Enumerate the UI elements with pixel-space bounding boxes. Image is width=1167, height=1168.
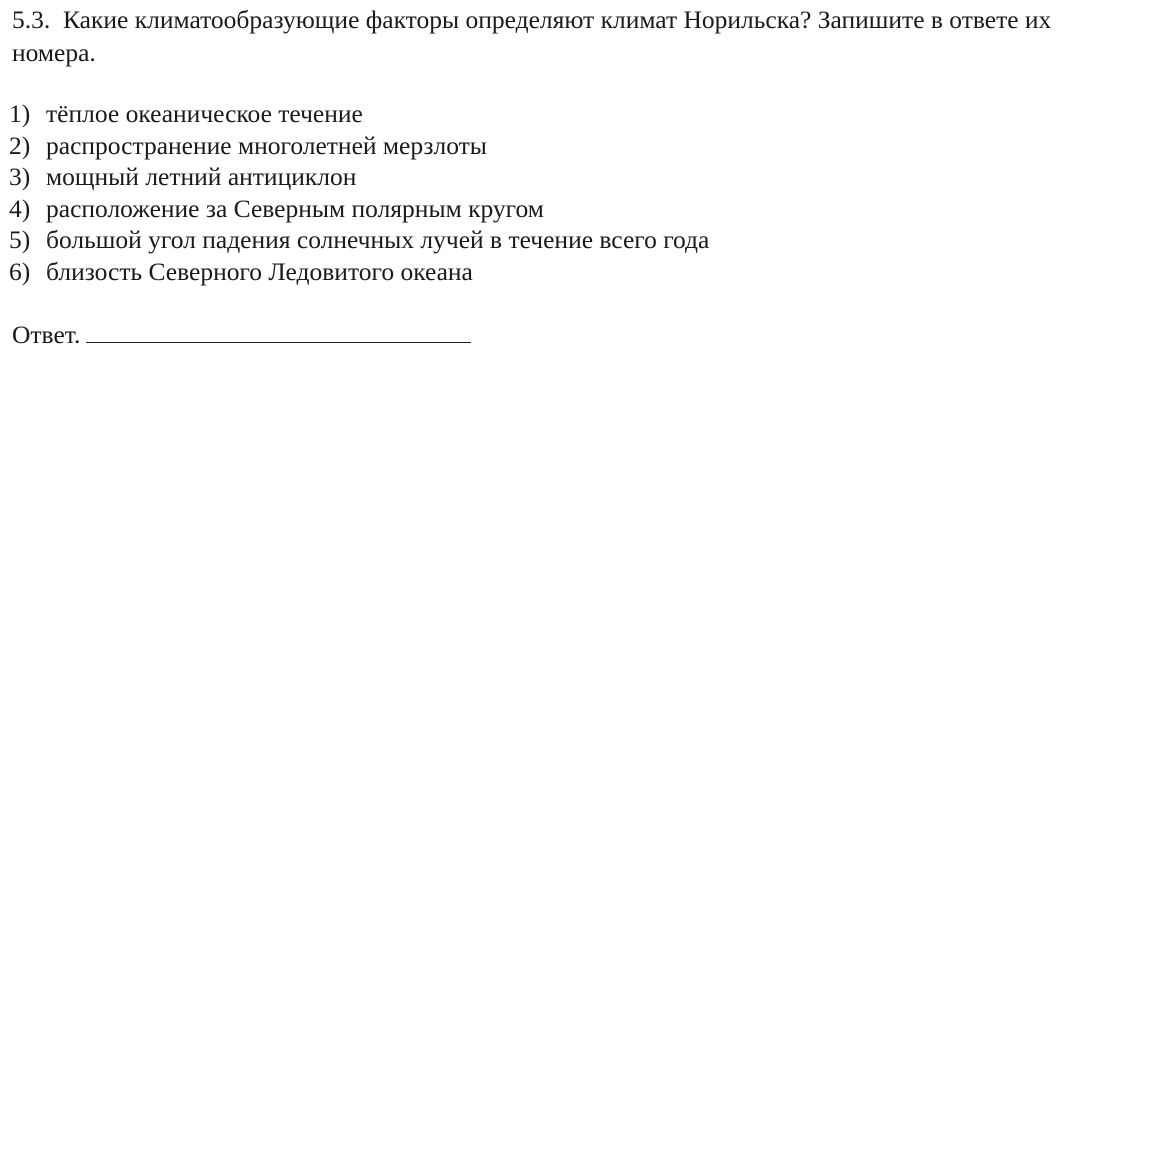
option-number: 4) <box>9 193 31 223</box>
option-number: 2) <box>9 130 31 160</box>
option-item <box>9 161 709 193</box>
option-item <box>9 130 709 162</box>
option-number: 6) <box>9 256 31 286</box>
option-number: 3) <box>9 162 31 192</box>
option-item <box>9 224 709 256</box>
question <box>12 3 1132 69</box>
option-item <box>9 98 709 130</box>
answer-row <box>12 318 471 350</box>
option-text: мощный летний антициклон <box>46 162 357 192</box>
option-item <box>9 193 709 225</box>
question-number: 5.3. <box>12 5 51 34</box>
answer-blank-line[interactable] <box>86 318 471 343</box>
option-item <box>9 256 709 288</box>
option-number: 1) <box>9 99 31 128</box>
answer-label: Ответ. <box>12 320 81 349</box>
option-text: расположение за Северным полярным кругом <box>46 193 544 223</box>
question-text: Какие климатообразующие факторы определяют климат Норильска? Запишите в ответе их номера. <box>12 5 1052 67</box>
option-text: тёплое океаническое течение <box>46 99 363 128</box>
options-list <box>9 98 709 288</box>
option-text: близость Северного Ледовитого океана <box>46 256 473 286</box>
option-number: 5) <box>9 225 31 255</box>
option-text: распространение многолетней мерзлоты <box>46 130 487 160</box>
option-text: большой угол падения солнечных лучей в течение всего года <box>46 225 710 255</box>
